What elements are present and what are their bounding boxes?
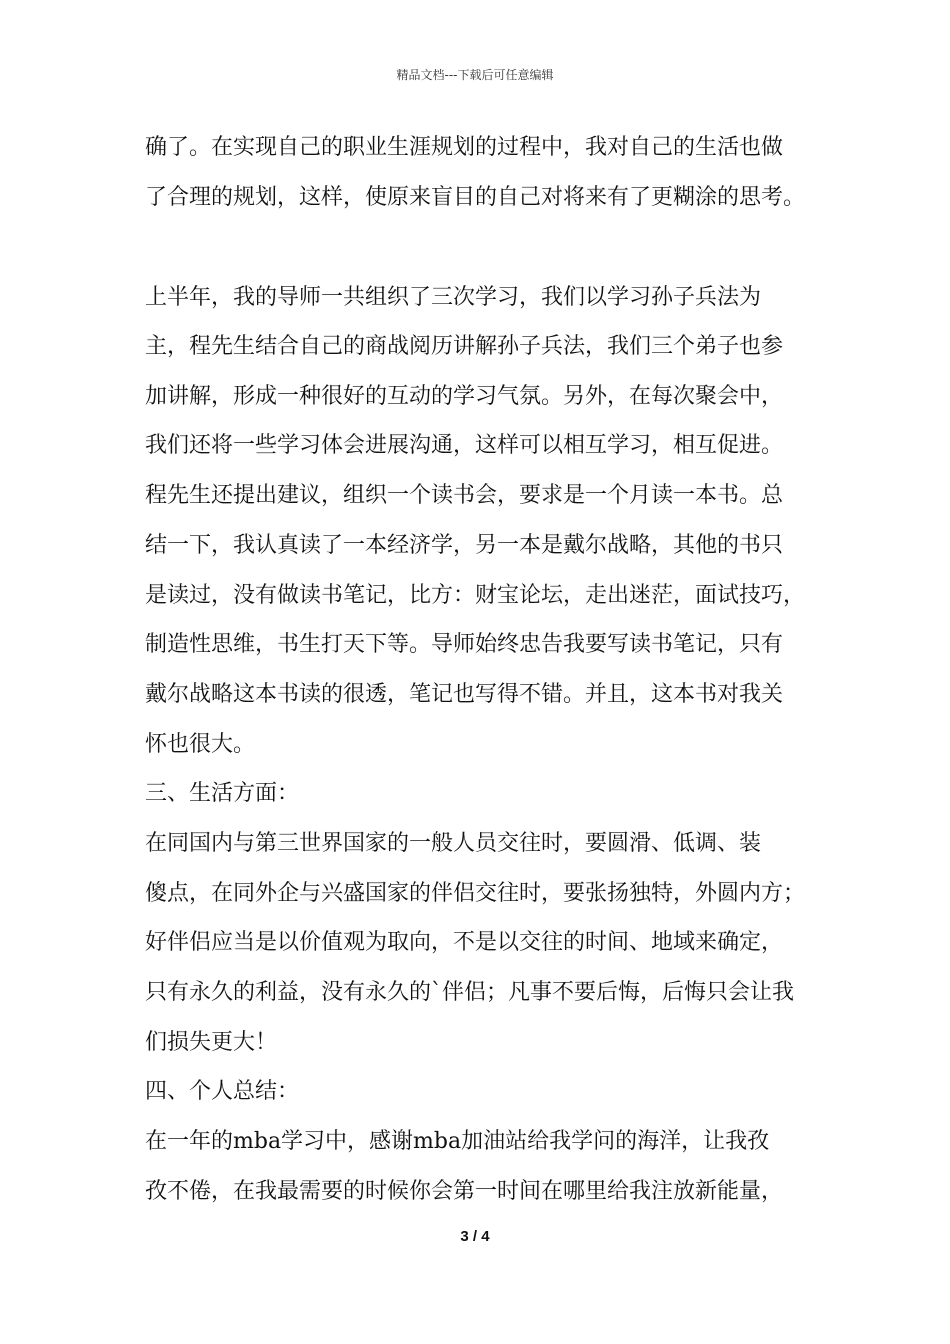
text-line: 们损失更大！ (145, 1030, 278, 1055)
page-number: 3 / 4 (460, 1228, 490, 1245)
page-header: 精品文档---下载后可任意编辑 (396, 68, 554, 82)
text-line: 好伴侣应当是以价值观为取向，不是以交往的时间、地域来确定， (145, 930, 784, 955)
text-line: 确了。在实现自己的职业生涯规划的过程中，我对自己的生活也做 (145, 135, 784, 160)
text-line: 结一下，我认真读了一本经济学，另一本是戴尔战略，其他的书只 (145, 533, 784, 558)
section-heading: 四、个人总结： (145, 1079, 300, 1104)
text-line: 主，程先生结合自己的商战阅历讲解孙子兵法，我们三个弟子也参 (145, 334, 784, 359)
section-heading: 三、生活方面： (145, 781, 300, 806)
text-line: 加讲解，形成一种很好的互动的学习气氛。另外，在每次聚会中， (145, 384, 784, 409)
text-line: 在一年的mba学习中，感谢mba加油站给我学问的海洋，让我孜 (145, 1129, 770, 1154)
text-line: 在同国内与第三世界国家的一般人员交往时，要圆滑、低调、装 (145, 831, 762, 856)
text-line: 傻点，在同外企与兴盛国家的伴侣交往时，要张扬独特，外圆内方； (145, 881, 806, 906)
text-line: 制造性思维，书生打天下等。导师始终忠告我要写读书笔记，只有 (145, 632, 784, 657)
text-line: 只有永久的利益，没有永久的`伴侣；凡事不要后悔，后悔只会让我 (145, 980, 795, 1005)
text-line: 怀也很大。 (145, 732, 256, 757)
text-line: 上半年，我的导师一共组织了三次学习，我们以学习孙子兵法为 (145, 285, 762, 310)
text-line: 我们还将一些学习体会进展沟通，这样可以相互学习，相互促进。 (145, 433, 784, 458)
text-line: 孜不倦，在我最需要的时候你会第一时间在哪里给我注放新能量， (145, 1179, 784, 1204)
text-line: 是读过，没有做读书笔记，比方：财宝论坛，走出迷茫，面试技巧， (145, 583, 806, 608)
text-line: 程先生还提出建议，组织一个读书会，要求是一个月读一本书。总 (145, 483, 784, 508)
text-line: 了合理的规划，这样，使原来盲目的自己对将来有了更糊涂的思考。 (145, 185, 806, 210)
text-line: 戴尔战略这本书读的很透，笔记也写得不错。并且，这本书对我关 (145, 682, 784, 707)
